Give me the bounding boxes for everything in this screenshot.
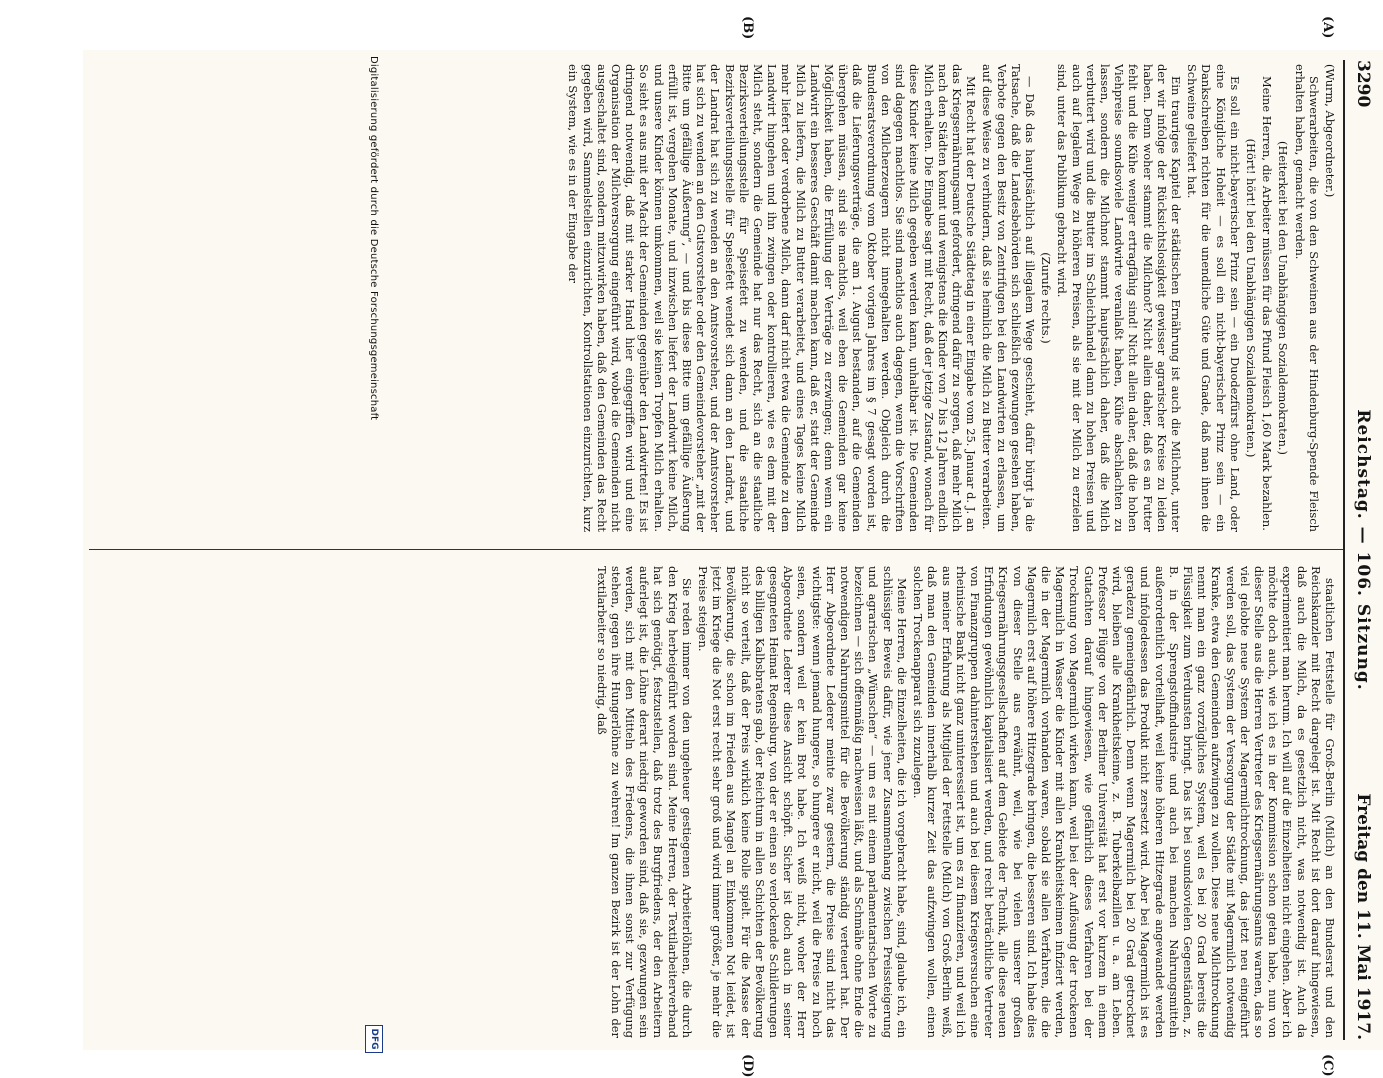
right-column-paragraph: staatlichen Fettstelle für Groß-Berlin (Milch) an den Bundesrat und den Reichskanzler mit Recht dargelegt ist. Mit Recht ist dort darauf hingewiesen, daß auch die Milch, da es gesetzlich nicht, was notwendig ist. Auch da experimentiert man herum. Ich will auf die Einzelheiten nicht eingehen. Aber ich möchte doch auch, wie ich es in der Kommission schon getan habe, nun von dieser Stelle aus die Herren Vertreter des Kriegsernährungsamts warnen, das so viel gelobte neue System der Magermilchtrocknung, das jetzt neu eingeführt werden soll, das System der Versorgung der Städte mit Magermilch notwendig Kranke, etwa den Gemeinden aufzwingen zu wollen. Diese neue Milchtrocknung nennt man ein ganz vorzügliches System, weil es bei 20 Grad bereits die Flüssigkeit zum Verdunsten bringt. Das ist bei soundsovielen Gegenständen, z. B. in der Sprengstoffindustrie und auch bei manchen Nahrungsmitteln außerordentlich vorteilhaft, weil keine höheren Hitzegrade angewandet werden und infolgedessen das Produkt nicht zersetzt wird. Aber bei Magermilch ist es geradezu gemeingefährlich. Denn wenn Magermilch bei 20 Grad getrocknet wird, bleiben alle Krankheitskeime, z. B. Tuberkelbazillen u. a. am Leben. Professor Flügge von der Berliner Universität hat erst vor kurzem in einem Gutachten darauf hingewiesen, wie gefährlich dieses Verfahren bei der Trocknung von Magermilch wirken kann, weil bei der Auflösung der trockenen Magermilch in Wasser die Kinder mit allen Krankheitskeimen infiziert werden, die in der Magermilch vorhanden waren, sobald sie allen Verfahren, die die Magermilch erst auf höhere Hitzegrade bringen, die besseren sind. Ich habe dies von dieser Stelle aus erwähnt, weil, wie bei vielen unserer großen Kriegsernährungsgesellschaften auf dem Gebiete der Technik, alle diese neuen Erfindungen gewöhnlich kapitalisiert werden, und recht beträchtliche Vertreter von Finanzgruppen dahinterstehen und auch bei diesem Kriegsversuchen eine rheinische Bank nicht ganz uninteressiert ist, um es zu finanzieren, und weil ich aus meiner Erfahrung als Mitglied der Fettstelle (Milch) von Groß-Berlin weiß, daß man den Gemeinden innerhalb kurzer Zeit das aufzwingen wollen, einen solchen Trockenapparat sich zuzulegen.: [911, 566, 1337, 1038]
left-column-paragraph: Es soll ein nicht-bayerischer Prinz sein — ein Duodezfürst ohne Land, oder eine Königliche Hoheit — es soll ein nicht-bayerischer Prinz sein — ein Dankschreiben richten für die unendliche Güte und Gnade, daß man ihnen die Schweine geliefert hat.: [1185, 64, 1242, 532]
rotated-newspaper-page: [83, 16, 1383, 1078]
dfg-logo: DFG: [365, 1025, 383, 1053]
page-date: Freitag den 11. Mai 1917.: [1353, 793, 1373, 1040]
page-title: Reichstag. — 106. Sitzung.: [1353, 409, 1373, 691]
right-column-paragraph: Sie reden immer von den ungeheuer gestiegenen Arbeiterlöhnen, die durch den Krieg herbeigeführt worden sind. Meine Herren, der Textilarbeiterverband hat sich genötigt, festzustellen, daß trotz des Burgfriedens, der den Arbeitern auferlegt ist, die Löhne derart niedrig geworden sind, daß sie, gezwungen sein werden, sich mit den Mitteln des Friedens, die ihnen sonst zur Verfügung stehen, gegen ihre Hungerlöhne zu wehren! Im ganzen Bezirk ist der Lohn der Textilarbeiter so niedrig, daß: [594, 566, 694, 1038]
left-column: [91, 64, 1337, 532]
left-column-paragraph: (Hört! hört! bei den Unabhängigen Sozialdemokraten.): [1243, 138, 1258, 458]
margin-marker-a: (A): [1320, 16, 1335, 39]
left-column-paragraph: Mit Recht hat der Deutsche Städtetag in einer Eingabe vom 25. Januar d. J. an das Kriegsernährungsamt gefordert, dringend dafür zu sorgen, daß mehr Milch nach den Städten kommt und wenigstens die Kinder von 7 bis 12 Jahren endlich Milch erhalten. Die Eingabe sagt mit Recht, daß der jetzige Zustand, wonach für diese Kinder keine Milch gegeben werden kann, unhaltbar ist. Die Gemeinden sind dagegen machtlos. Sie sind machtlos auch dagegen, wenn die Vorschriften von den Milcherzeugern nicht innegehalten werden. Obgleich durch die Bundesratsverordnung vom Oktober vorigen Jahres im § 7 gesagt worden ist, daß die Lieferungsverträge, die am 1. August bestanden, auf die Gemeinden übergehen müssen, sind sie machtlos, weil eben die Gemeinden gar keine Möglichkeit haben, die Erfüllung der Verträge zu erzwingen; denn wenn ein Landwirt ein besseres Geschäft damit machen kann, daß er, statt der Gemeinde Milch zu liefern, die Milch zu Butter verarbeitet, und eines Tages keine Milch mehr liefert oder verdorbene Milch, dann darf nicht etwa die Gemeinde zu dem Landwirt hingehen und ihn zwingen oder kontrollieren, wie es dem mit der Milch steht, sondern die Gemeinde hat nur das Recht, sich an die staatliche Bezirksverteilungsstelle für Speisefett zu wenden, und die staatliche Bezirksverteilungsstelle für Speisefett wendet sich dann an den Landrat, und der Landrat hat sich zu wenden an den Amtsvorsteher, und der Amtsvorsteher hat sich zu wenden an den Gutsvorsteher oder den Gemeindevorsteher „mit der Bitte um gefällige Äußerung“, — und bis diese Bitte um gefällige Äußerung erfüllt ist, vergehen Monate, und inzwischen liefert der Landwirt keine Milch, und unsere Kinder können umkommen, weil sie keinen Tropfen Milch erhalten. So sieht es aus mit der Macht der Gemeinden gegenüber den Landwirten! Es ist dringend notwendig, daß mit starker Hand hier eingegriffen wird und eine Organisation der Milchversorgung eingeführt wird, wobei die Gemeinden nicht ausgeschaltet sind, sondern mitzuwirken haben, daß den Gemeinden das Recht gegeben wird, Sammelstellen einzurichten, Kontrollstationen einzurichten, kurz ein System, wie es in der Eingabe der: [566, 64, 979, 532]
left-column-paragraph: Ein trauriges Kapitel der städtischen Ernährung ist auch die Milchnot, unter der wir infolge der Rücksichtslosigkeit gewisser agrarischer Kreise zu leiden haben. Denn woher stammt die Milchnot? Nicht allein daher, daß es an Futter fehlt und die Kühe weniger ertragfähig sind! Nicht allein daher, daß die hohen Viehpreise soundsoviele Landwirte veranlaßt haben, Kühe abschlachten zu lassen, sondern die Milchnot stammt hauptsächlich daher, daß die Milch verbuttert wird und die Butter im Schleichhandel dann zu hohen Preisen und auch auf legalem Wege zu höheren Preisen, als sie mit der Milch zu erzielen sind, unter das Publikum gebracht wird.: [1055, 64, 1183, 532]
right-column: [91, 566, 1337, 1038]
margin-marker-d: (D): [740, 1054, 755, 1078]
margin-marker-c: (C): [1320, 1054, 1335, 1077]
digitization-credit: Digitalisierung gefördert durch die Deutsche Forschungsgemeinschaft: [368, 56, 379, 421]
left-column-paragraph: Schwerarbeiten, die von den Schweinen aus der Hindenburg-Spende Fleisch erhalten haben, gemacht werden.: [1292, 64, 1321, 532]
left-column-paragraph: (Heiterkeit bei den Unabhängigen Sozialdemokraten.): [1276, 141, 1291, 455]
left-column-paragraph: (Zurufe rechts.): [1039, 252, 1054, 344]
left-column-paragraph: (Wurm, Abgeordneter.): [1323, 64, 1337, 198]
margin-marker-b: (B): [740, 16, 755, 40]
left-column-paragraph: Meine Herren, die Arbeiter müssen für das Pfund Fleisch 1,60 Mark bezahlen.: [1260, 76, 1275, 531]
right-column-paragraph: Meine Herren, die Einzelheiten, die ich vorgebracht habe, sind, glaube ich, ein schlüssiger Beweis dafür, wie jener Zusammenhang zwischen Preissteigerung und agrarischen „Wünschen“ — um es mit einem parlamentarischen Worte zu bezeichnen — sich offenmäßig nachweisen läßt, und als Schmähe ohne Ende die notwendigen Nahrungsmittel für die Bevölkerung ständig verteuert hat. Der Herr Abgeordnete Lederer meinte zwar gestern, die Preise sind nicht das wichtigste: wenn jemand hungere, so hungere er nicht, weil die Preise zu hoch seien, sondern weil er kein Brot habe. Ich weiß nicht, woher der Herr Abgeordnete Lederer diese Ansicht schöpft. Sicher ist doch auch in seiner gesegneten Heimat Regensburg, von der er einen so verlockende Schilderungen des billigen Kalbsbratens gab, der Reichtum in allen Schichten der Bevölkerung nicht so verteilt, daß der Preis wirklich keine Rolle spielt. Für die Masse der Bevölkerung, die schon im Frieden aus Mangel an Einkommen Not leidet, ist jetzt im Kriege die Not erst recht sehr groß und wird immer größer, je mehr die Preise steigen.: [696, 566, 909, 1038]
left-column-paragraph: — Daß das hauptsächlich auf illegalem Wege geschieht, dafür bürgt ja die Tatsache, daß die Landesbehörden sich schließlich gezwungen gesehen haben, Verbote gegen den Besitz von Zentrifugen bei den Landwirten zu erlassen, um auf diese Weise zu verhindern, daß sie heimlich die Milch zu Butter verarbeiten.: [980, 64, 1037, 532]
page-number: 3290: [1353, 60, 1373, 108]
page-header: [1343, 60, 1377, 1040]
column-divider: [89, 549, 1343, 550]
